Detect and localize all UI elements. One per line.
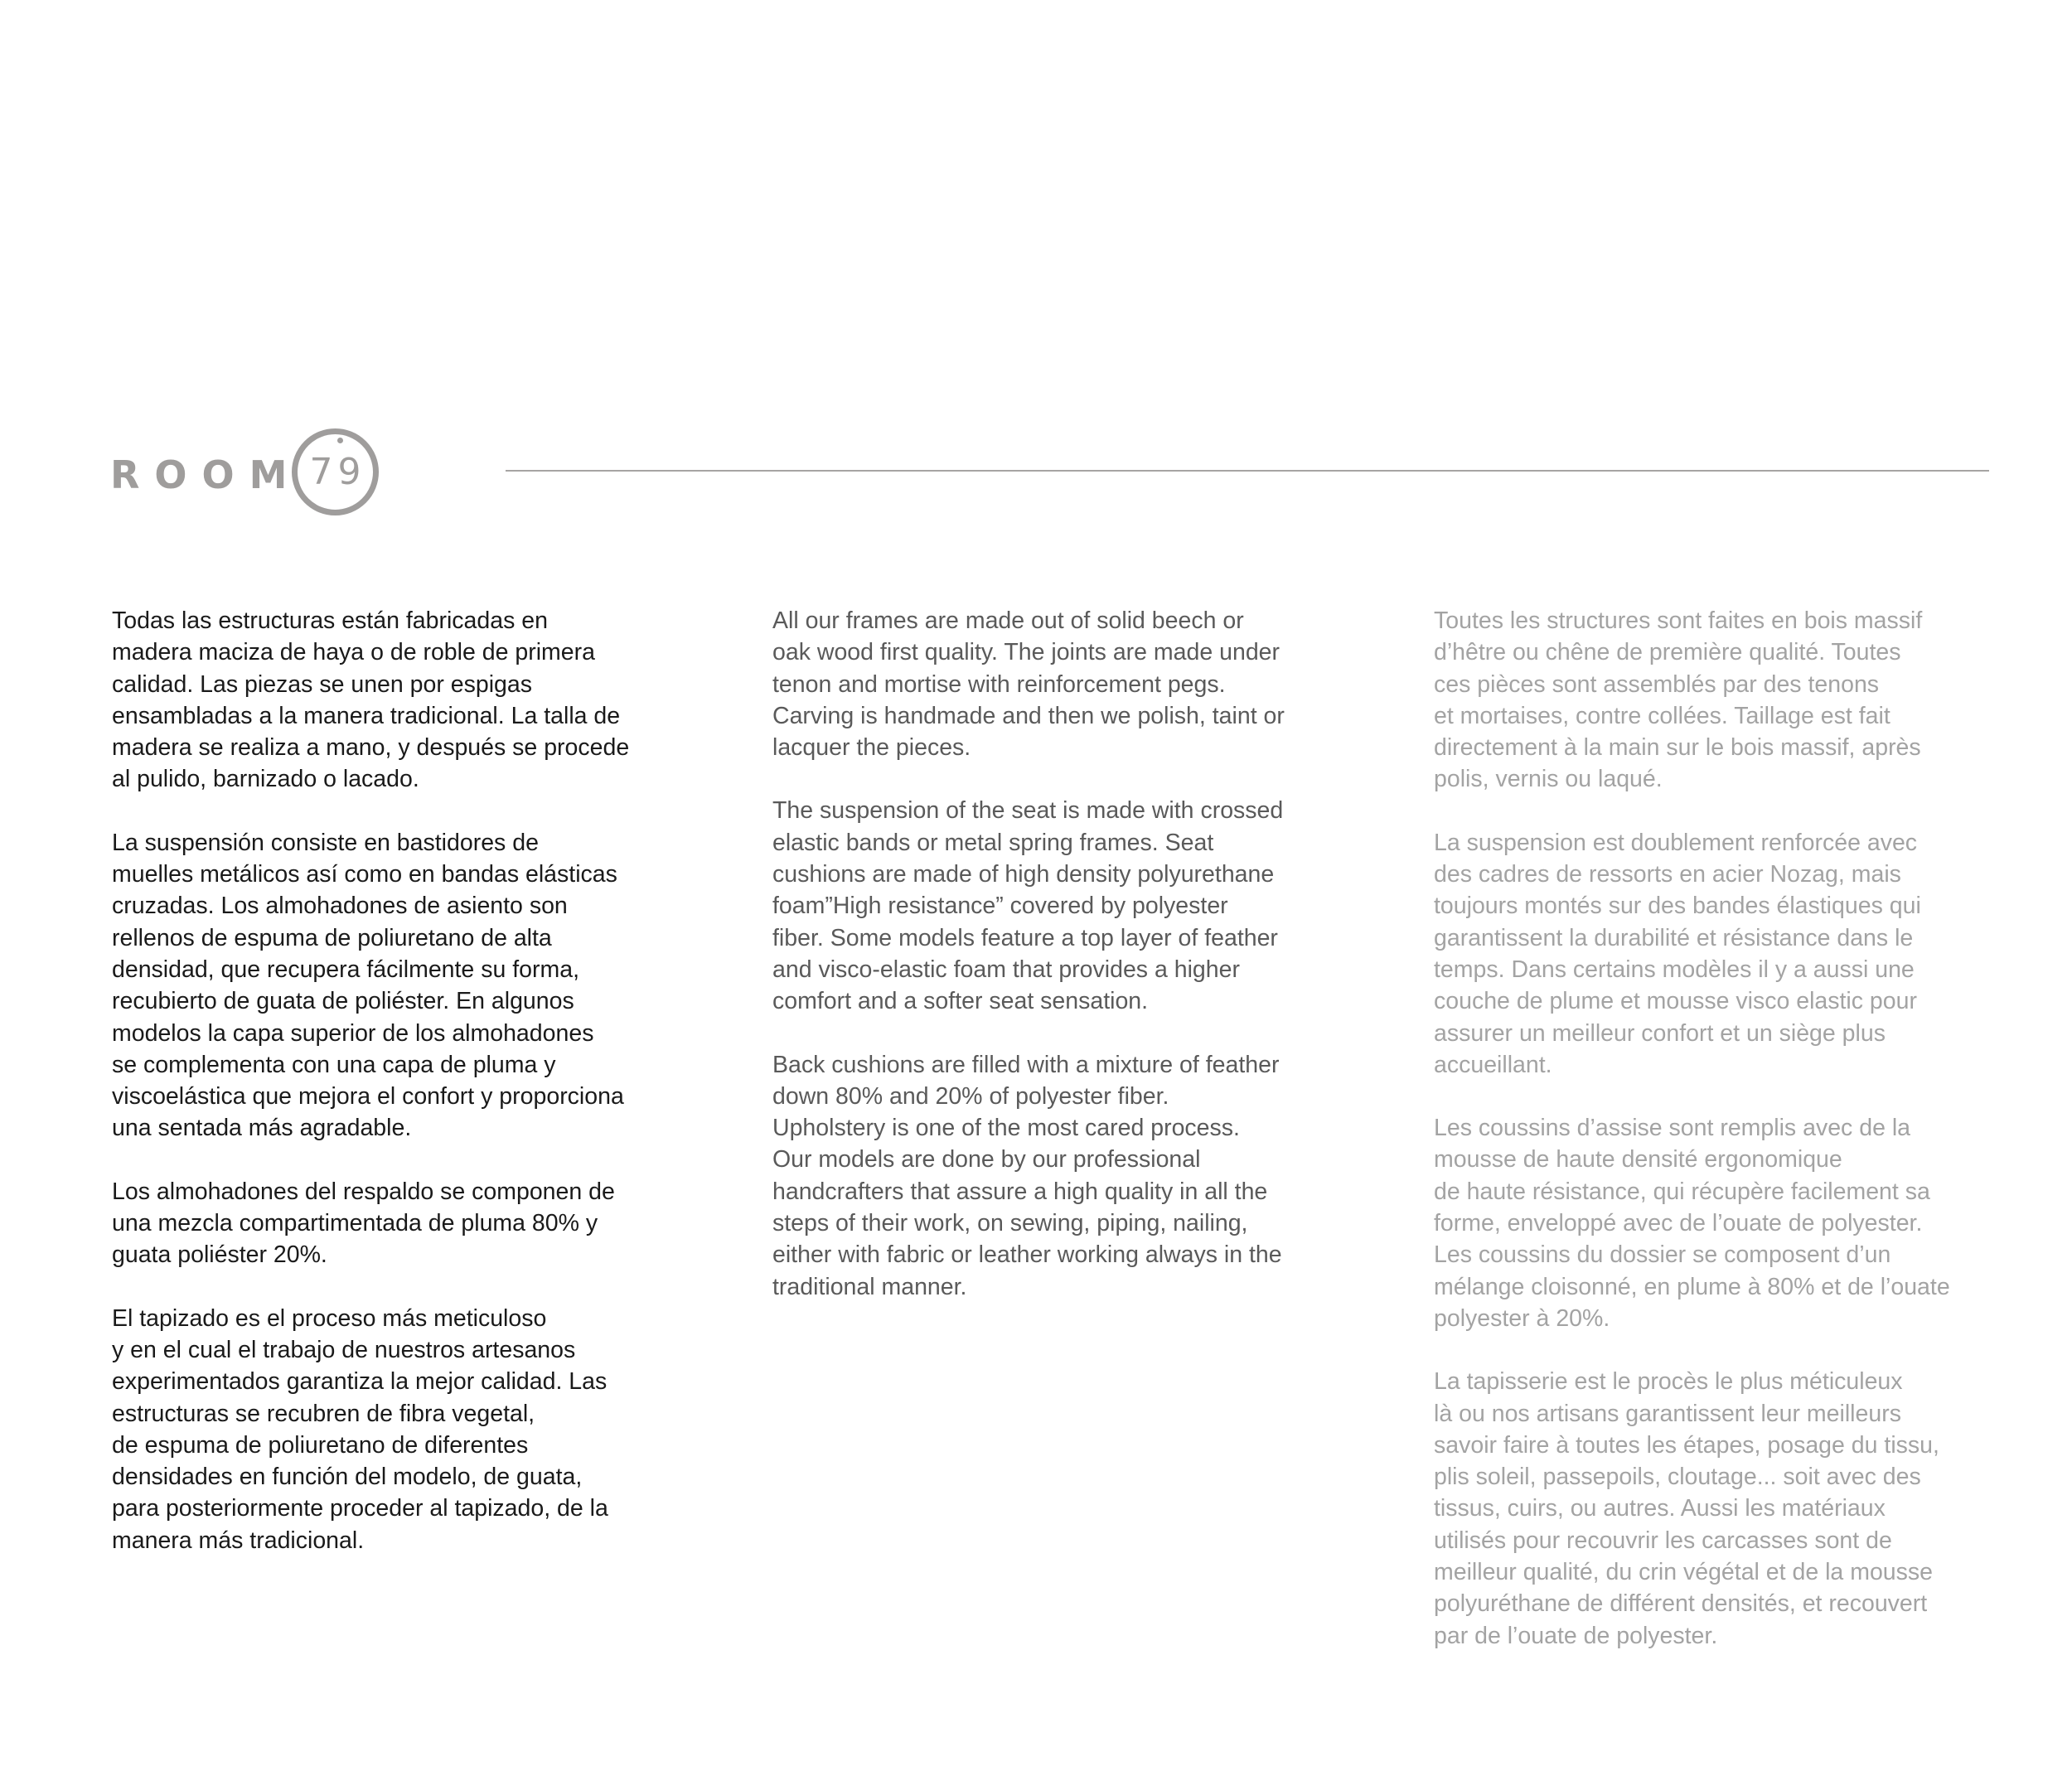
english-column (772, 605, 1344, 1334)
spanish-column (112, 605, 684, 1588)
logo-dot-icon (337, 438, 343, 443)
spanish-paragraph: La suspensión consiste en bastidores de muelles metálicos así como en bandas elásticas cruzadas. Los almohadones de asiento son rellenos de espuma de poliuretano de alta densidad, que recupera fácilmente su forma, recubierto de guata de poliéster. En algunos modelos la capa superior de los almohadones se complementa con una capa de pluma y viscoelástica que mejora el confort y proporciona una sentada más agradable. (112, 829, 624, 1142)
spanish-paragraph: El tapizado es el proceso más meticuloso y en el cual el trabajo de nuestros artesanos experimentados garantiza la mejor calidad. Las estructuras se recubren de fibra vegetal, de espuma de poliuretano de diferentes densidades en función del modelo, de guata, para posteriormente proceder al tapizado, de la manera más tradicional. (112, 1304, 608, 1554)
spanish-paragraph: Los almohadones del respaldo se componen de una mezcla compartimentada de pluma 80% y guata poliéster 20%. (112, 1178, 615, 1269)
english-paragraph: All our frames are made out of solid beech or oak wood first quality. The joints are made under tenon and mortise with reinforcement pegs. Carving is handmade and then we polish, taint or lacquer the pieces. (772, 607, 1285, 762)
french-paragraph: La tapisserie est le procès le plus méticuleux là ou nos artisans garantissent leur meilleurs savoir faire à toutes les étapes, posage du tissu, plis soleil, passepoils, cloutage... soit avec des tissus, cuirs, ou autres. Aussi les matériaux utilisés pour recouvrir les carcasses sont de meilleur qualité, du crin végétal et de la mousse polyuréthane de différent densités, et recouvert par de l’ouate de polyester. (1434, 1368, 1939, 1649)
french-column (1434, 605, 2006, 1683)
english-paragraph: The suspension of the seat is made with crossed elastic bands or metal spring frames. Seat cushions are made of high density polyurethane foam”High resistance” covered by polyester fiber. Some models feature a top layer of feather and visco-elastic foam that provides a higher comfort and a softer seat sensation. (772, 797, 1284, 1015)
french-paragraph: Toutes les structures sont faites en bois massif d’hêtre ou chêne de première qualité. Toutes ces pièces sont assemblés par des tenons et mortaises, contre collées. Taillage est fait directement à la main sur le bois massif, après polis, vernis ou laqué. (1434, 607, 1923, 793)
header-divider (506, 470, 1989, 472)
logo-word: ROOM (110, 452, 303, 497)
english-paragraph: Back cushions are filled with a mixture of feather down 80% and 20% of polyester fiber. Upholstery is one of the most cared process. Our models are done by our professional handcrafters that assure a high quality in all the steps of their work, on sewing, piping, nailing, either with fabric or leather working always in the traditional manner. (772, 1051, 1282, 1300)
french-paragraph: La suspension est doublement renforcée avec des cadres de ressorts en acier Nozag, mais toujours montés sur des bandes élastiques qui garantissent la durabilité et résistance dans le temps. Dans certains modèles il y a aussi une couche de plume et mousse visco elastic pour assurer un meilleur confort et un siège plus accueillant. (1434, 829, 1921, 1078)
page-header (108, 423, 1989, 526)
room79-logo (108, 423, 394, 526)
logo-number: 79 (309, 451, 366, 493)
logo-circle-icon (292, 428, 379, 515)
french-paragraph: Les coussins d’assise sont remplis avec de la mousse de haute densité ergonomique de haute résistance, qui récupère facilement sa forme, enveloppé avec de l’ouate de polyester. Les coussins du dossier se composent d’un mélange cloisonné, en plume à 80% et de l’ouate polyester à 20%. (1434, 1115, 1950, 1332)
spanish-paragraph: Todas las estructuras están fabricadas en madera maciza de haya o de roble de primera calidad. Las piezas se unen por espigas ensambladas a la manera tradicional. La talla de madera se realiza a mano, y después se procede al pulido, barnizado o lacado. (112, 607, 630, 793)
